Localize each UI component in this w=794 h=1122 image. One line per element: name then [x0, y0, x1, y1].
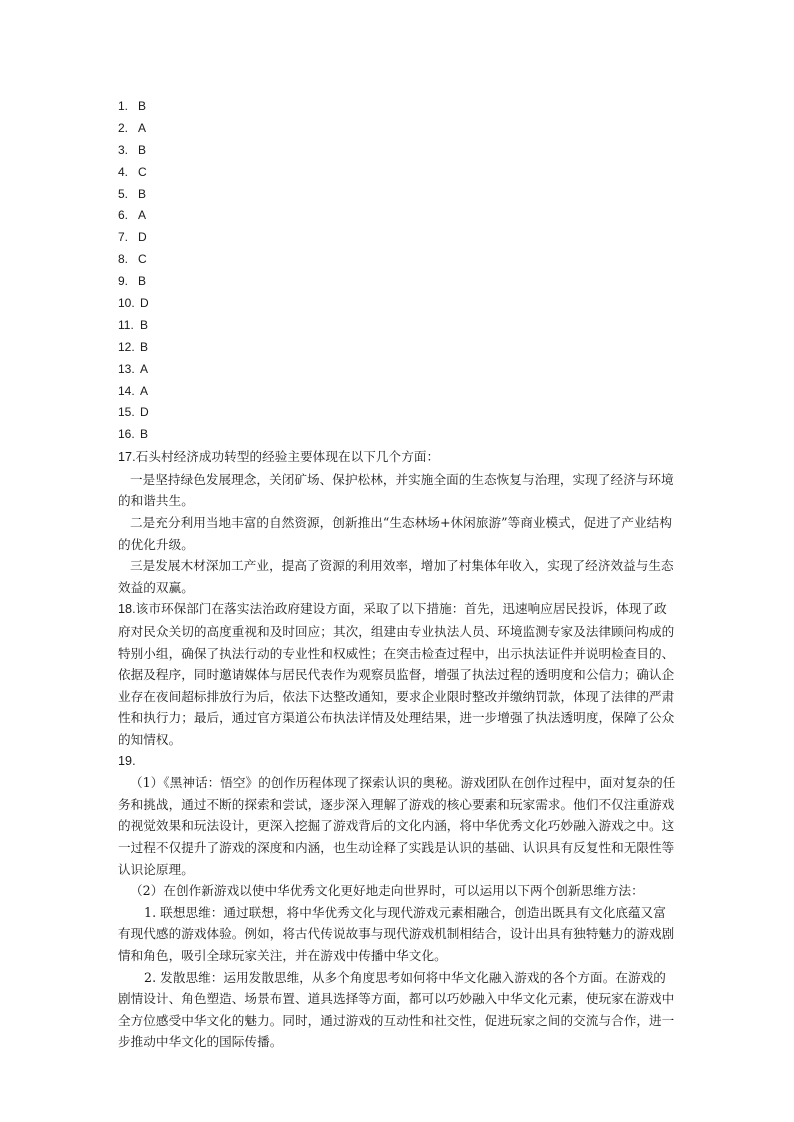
question-19-part-1: （1）《黑神话：悟空》的创作历程体现了探索认识的奥秘。游戏团队在创作过程中，面对复杂的任务和挑战，通过不断的探索和尝试，逐步深入理解了游戏的核心要素和玩家需求。他们不仅注重游戏的视觉效果和玩法设计，更深入挖掘了游戏背后的文化内涵，将中华优秀文化巧妙融入游戏之中。这一过程不仅提升了游戏的深度和内涵，也生动诠释了实践是认识的基础、认识具有反复性和无限性等认识论原理。: [118, 775, 676, 877]
question-18-text: 该市环保部门在落实法治政府建设方面，采取了以下措施：首先，迅速响应居民投诉，体现了政府对民众关切的高度重视和及时回应；其次，组建由专业执法人员、环境监测专家及法律顾问构成的特别小组，确保了执法行动的专业性和权威性；在突击检查过程中，出示执法证件并说明检查目的、依据及程序，同时邀请媒体与居民代表作为观察员监督，增强了执法过程的透明度和公信力；确认企业存在夜间超标排放行为后，依法下达整改通知，要求企业限时整改并缴纳罚款，体现了法律的严肃性和执行力；最后，通过官方渠道公布执法详情及处理结果，进一步增强了执法透明度，保障了公众的知情权。: [118, 601, 675, 747]
answer-letter: D: [140, 296, 149, 311]
answer-number: 8.: [118, 252, 129, 267]
answer-item: [118, 249, 678, 271]
answer-letter: B: [138, 186, 147, 201]
question-17-point-3: 三是发展木材深加工产业，提高了资源的利用效率，增加了村集体年收入，实现了经济效益与生态效益的双赢。: [118, 558, 674, 595]
answer-number: 13.: [118, 361, 135, 376]
question-number: 19.: [118, 753, 136, 768]
answer-number: 9.: [118, 274, 129, 289]
answer-number: 2.: [118, 120, 129, 135]
answer-number: 3.: [118, 142, 129, 157]
answer-item: [118, 271, 678, 293]
answer-letter: C: [138, 252, 147, 267]
answer-item: [118, 293, 678, 315]
answer-number: 16.: [118, 427, 135, 442]
question-19-part-2: （2）在创作新游戏以使中华优秀文化更好地走向世界时，可以运用以下两个创新思维方法：: [130, 883, 644, 899]
answer-list: [118, 96, 678, 446]
answer-letter: C: [138, 164, 147, 179]
answer-number: 14.: [118, 383, 135, 398]
answer-letter: B: [140, 317, 149, 332]
answer-letter: A: [140, 383, 149, 398]
answer-item: [118, 205, 678, 227]
question-18-body: [118, 598, 678, 750]
question-number: 17.: [118, 450, 136, 465]
answer-number: 4.: [118, 164, 129, 179]
answer-letter: B: [138, 142, 147, 157]
answer-item: [118, 424, 678, 446]
answer-letter: B: [138, 99, 147, 113]
question-number: 18.: [118, 602, 136, 617]
answer-item: [118, 315, 678, 337]
answer-number: 1.: [118, 99, 129, 113]
answer-number: 7.: [118, 230, 129, 245]
answer-letter: A: [138, 120, 147, 135]
answer-letter: D: [140, 405, 149, 420]
answer-letter: A: [140, 361, 149, 376]
answer-item: [118, 381, 678, 403]
answer-item: [118, 184, 678, 206]
answer-item: [118, 359, 678, 381]
question-19-method-1: 1. 联想思维：通过联想，将中华优秀文化与现代游戏元素相融合，创造出既具有文化底蕴又富有现代感的游戏体验。例如，将古代传说故事与现代游戏机制相结合，设计出具有独特魅力的游戏剧情和角色，吸引全球玩家关注，并在游戏中传播中华文化。: [118, 904, 675, 963]
answer-number: 6.: [118, 208, 129, 223]
answer-item: [118, 227, 678, 249]
answer-number: 10.: [118, 296, 135, 311]
question-17-heading: [118, 446, 678, 469]
answer-item: [118, 337, 678, 359]
answer-number: 12.: [118, 339, 135, 354]
question-18: [118, 598, 678, 750]
question-17-point-1: 一是坚持绿色发展理念，关闭矿场、保护松林，并实施全面的生态恢复与治理，实现了经济与环境的和谐共生。: [118, 471, 674, 509]
answer-letter: B: [138, 274, 147, 289]
question-17-lead: 石头村经济成功转型的经验主要体现在以下几个方面：: [135, 449, 440, 465]
answer-item: [118, 162, 678, 184]
answer-document: [118, 96, 678, 1053]
question-17-point-2: 二是充分利用当地丰富的自然资源，创新推出“生态林场+休闲旅游”等商业模式，促进了产业结构的优化升级。: [118, 515, 672, 552]
answer-letter: A: [138, 208, 147, 223]
answer-item: [118, 402, 678, 424]
answer-item: [118, 140, 678, 162]
answer-item: [118, 96, 678, 118]
question-19: [118, 751, 678, 1053]
answer-letter: D: [138, 230, 147, 245]
question-17: [118, 446, 678, 598]
answer-number: 15.: [118, 405, 135, 420]
question-19-method-2: 2. 发散思维：运用发散思维，从多个角度思考如何将中华文化融入游戏的各个方面。在游戏的剧情设计、角色塑造、场景布置、道具选择等方面，都可以巧妙融入中华文化元素，使玩家在游戏中全方位感受中华文化的魅力。同时，通过游戏的互动性和社交性，促进玩家之间的交流与合作，进一步推动中华文化的国际传播。: [118, 969, 675, 1050]
answer-number: 11.: [118, 317, 134, 332]
answer-item: [118, 118, 678, 140]
answer-number: 5.: [118, 186, 129, 201]
answer-letter: B: [140, 339, 149, 354]
answer-letter: B: [140, 427, 149, 442]
